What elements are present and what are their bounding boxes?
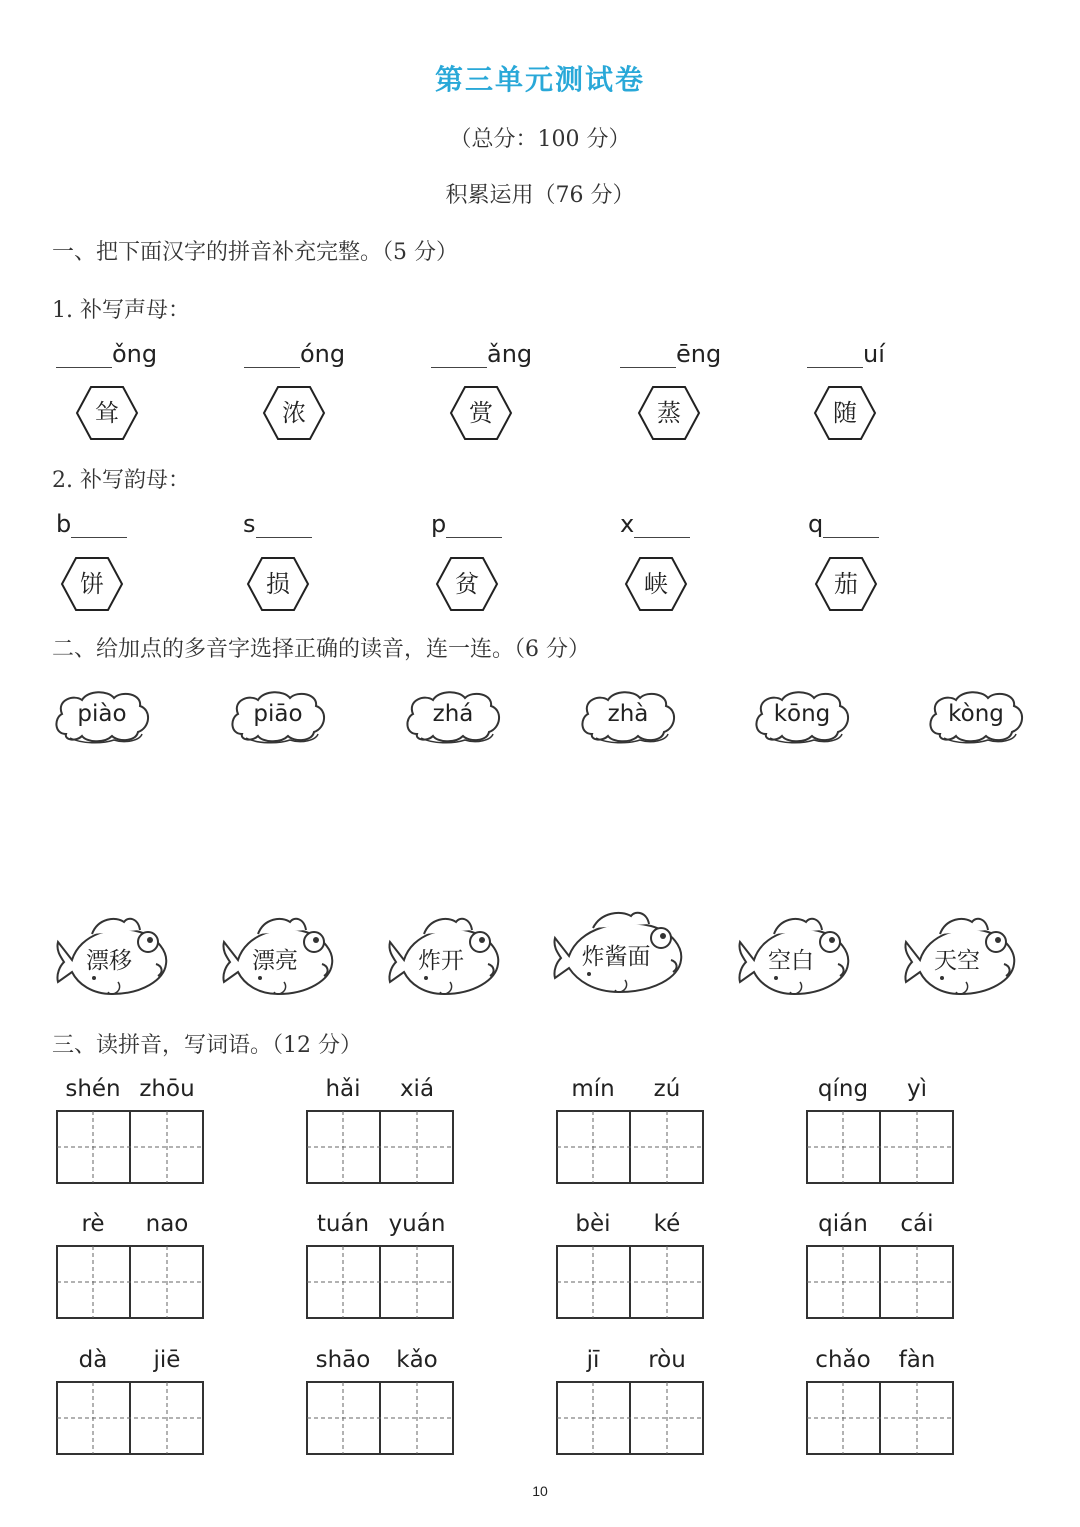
answer-blank[interactable] <box>71 513 127 538</box>
pinyin-syllable: jiē <box>153 1347 181 1373</box>
final-blank-item <box>243 510 312 538</box>
character: 茄 <box>834 570 858 598</box>
writing-grid[interactable] <box>556 1245 704 1319</box>
question-3-heading: 三、读拼音，写词语。（12 分） <box>52 1033 362 1058</box>
initial-blank-item <box>56 340 157 368</box>
answer-blank[interactable] <box>256 513 312 538</box>
answer-blank[interactable] <box>634 513 690 538</box>
answer-blank[interactable] <box>446 513 502 538</box>
pinyin-syllable: yuán <box>388 1211 446 1237</box>
pinyin-syllable: qián <box>818 1211 868 1237</box>
answer-blank[interactable] <box>823 513 879 538</box>
pinyin-syllable: shén <box>65 1076 121 1102</box>
pinyin-syllable: chǎo <box>815 1347 871 1373</box>
pinyin-syllable: zhōu <box>139 1076 195 1102</box>
pinyin-syllable: cái <box>900 1211 934 1237</box>
initial-blank-item <box>431 340 532 368</box>
pinyin-syllable: qíng <box>817 1076 869 1102</box>
pinyin-syllable: hǎi <box>325 1076 361 1102</box>
fish-word[interactable] <box>218 912 336 1002</box>
pinyin-final: uí <box>863 340 885 368</box>
hexagon-character <box>75 385 139 441</box>
answer-blank[interactable] <box>807 343 863 368</box>
final-blank-item <box>431 510 502 538</box>
fish-word-label: 漂亮 <box>252 948 298 974</box>
hexagon-character <box>449 385 513 441</box>
page-number: 10 <box>532 1483 548 1499</box>
writing-grid[interactable] <box>556 1381 704 1455</box>
pinyin-syllable: bèi <box>575 1211 611 1237</box>
writing-grid[interactable] <box>806 1381 954 1455</box>
answer-blank[interactable] <box>620 343 676 368</box>
fish-word[interactable] <box>384 912 502 1002</box>
answer-blank[interactable] <box>431 343 487 368</box>
pinyin-syllable: nao <box>145 1211 189 1237</box>
character: 饼 <box>80 570 104 598</box>
initial-blank-item <box>807 340 885 368</box>
reading-cloud[interactable] <box>52 688 152 744</box>
reading-cloud[interactable] <box>403 688 503 744</box>
fish-word-label: 漂移 <box>86 948 132 974</box>
pinyin-syllable: mín <box>571 1076 615 1102</box>
pinyin-syllable: fàn <box>898 1347 936 1373</box>
fish-word[interactable] <box>900 912 1018 1002</box>
writing-grid[interactable] <box>306 1110 454 1184</box>
pinyin-final: ǎng <box>487 340 533 368</box>
writing-grid[interactable] <box>306 1245 454 1319</box>
fish-word[interactable] <box>52 912 170 1002</box>
hexagon-character <box>246 556 310 612</box>
character: 损 <box>266 570 290 598</box>
pinyin-initial: b <box>56 510 72 538</box>
reading-label: zhá <box>432 701 474 727</box>
question-1-part-2-label: 2. 补写韵母： <box>52 468 190 493</box>
writing-grid[interactable] <box>56 1381 204 1455</box>
writing-grid[interactable] <box>556 1110 704 1184</box>
character: 耸 <box>95 399 119 427</box>
question-1-heading: 一、把下面汉字的拼音补充完整。（5 分） <box>52 240 458 265</box>
character: 蒸 <box>657 399 681 427</box>
pinyin-initial: p <box>431 510 447 538</box>
pinyin-final: ēng <box>676 340 722 368</box>
hexagon-character <box>60 556 124 612</box>
pinyin-syllable: zú <box>653 1076 681 1102</box>
reading-label: kòng <box>948 701 1004 727</box>
pinyin-final: ǒng <box>112 340 158 368</box>
hexagon-character <box>435 556 499 612</box>
writing-grid[interactable] <box>56 1245 204 1319</box>
initial-blank-item <box>244 340 345 368</box>
pinyin-initial: s <box>243 510 256 538</box>
writing-grid[interactable] <box>806 1245 954 1319</box>
fish-word[interactable] <box>734 912 852 1002</box>
pinyin-syllable: dà <box>78 1347 108 1373</box>
fish-word-label: 空白 <box>768 948 814 974</box>
fish-word[interactable] <box>549 908 685 998</box>
final-blank-item <box>620 510 690 538</box>
reading-cloud[interactable] <box>578 688 678 744</box>
answer-blank[interactable] <box>56 343 112 368</box>
writing-grid[interactable] <box>306 1381 454 1455</box>
reading-label: kōng <box>773 701 831 727</box>
reading-label: piào <box>77 701 127 727</box>
pinyin-syllable: tuán <box>316 1211 370 1237</box>
hexagon-character <box>813 385 877 441</box>
character: 浓 <box>282 399 306 427</box>
hexagon-character <box>624 556 688 612</box>
writing-grid[interactable] <box>56 1110 204 1184</box>
character: 赏 <box>469 399 493 427</box>
pinyin-syllable: ké <box>653 1211 681 1237</box>
pinyin-syllable: jī <box>586 1347 600 1373</box>
pinyin-syllable: yì <box>906 1076 927 1102</box>
pinyin-initial: x <box>620 510 635 538</box>
total-score: （总分：100 分） <box>449 127 631 152</box>
pinyin-syllable: ròu <box>648 1347 686 1373</box>
character: 贫 <box>455 570 479 598</box>
pinyin-syllable: shāo <box>315 1347 371 1373</box>
question-2-heading: 二、给加点的多音字选择正确的读音，连一连。（6 分） <box>52 637 590 662</box>
fish-word-label: 天空 <box>934 948 980 974</box>
fish-word-label: 炸开 <box>418 948 464 974</box>
answer-blank[interactable] <box>244 343 300 368</box>
reading-label: piāo <box>253 701 303 727</box>
reading-label: zhà <box>607 701 649 727</box>
writing-grid[interactable] <box>806 1110 954 1184</box>
hexagon-character <box>262 385 326 441</box>
question-1-part-1-label: 1. 补写声母： <box>52 298 190 323</box>
pinyin-initial: q <box>808 510 824 538</box>
hexagon-character <box>637 385 701 441</box>
pinyin-final: óng <box>300 340 346 368</box>
final-blank-item <box>56 510 127 538</box>
pinyin-syllable: xiá <box>399 1076 435 1102</box>
hexagon-character <box>814 556 878 612</box>
reading-cloud[interactable] <box>926 688 1026 744</box>
pinyin-syllable: kǎo <box>396 1347 438 1373</box>
character: 峡 <box>644 570 668 598</box>
reading-cloud[interactable] <box>228 688 328 744</box>
character: 随 <box>833 399 857 427</box>
reading-cloud[interactable] <box>752 688 852 744</box>
pinyin-syllable: rè <box>81 1211 105 1237</box>
fish-word-label: 炸酱面 <box>581 944 651 970</box>
section-title: 积累运用（76 分） <box>445 183 635 208</box>
page-title: 第三单元测试卷 <box>434 63 645 96</box>
final-blank-item <box>808 510 879 538</box>
initial-blank-item <box>620 340 721 368</box>
